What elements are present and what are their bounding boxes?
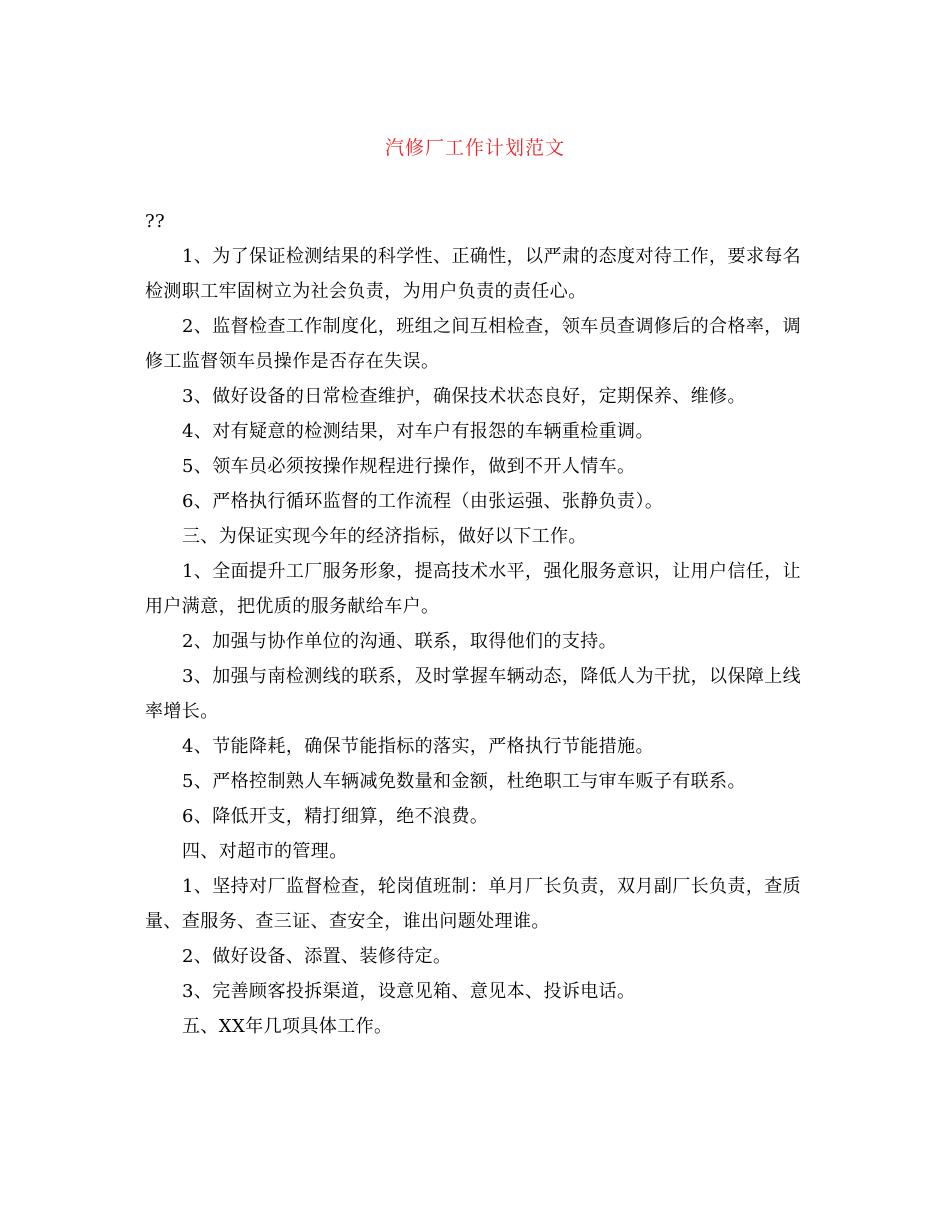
section-heading: 五、XX年几项具体工作。 (182, 1016, 393, 1037)
paragraph-item: 2、监督检查工作制度化，班组之间互相检查，领车员查调修后的合格率，调修工监督领车员操作是否存在失误。 (145, 316, 802, 372)
paragraph-item: 6、降低开支，精打细算，绝不浪费。 (182, 806, 489, 827)
paragraph-item: 2、做好设备、添置、装修待定。 (182, 946, 452, 967)
section-heading: 四、对超市的管理。 (182, 841, 348, 862)
paragraph-item: 6、严格执行循环监督的工作流程（由张运强、张静负责）。 (182, 491, 664, 512)
paragraph-item: 5、领车员必须按操作规程进行操作，做到不开人情车。 (182, 456, 636, 477)
paragraph-item: 3、完善顾客投拆渠道，设意见箱、意见本、投诉电话。 (182, 981, 636, 1002)
paragraph-item: 3、加强与南检测线的联系，及时掌握车辆动态，降低人为干扰，以保障上线率增长。 (145, 666, 802, 722)
paragraph-item: 4、节能降耗，确保节能指标的落实，严格执行节能措施。 (182, 736, 654, 757)
document-title: 汽修厂工作计划范文 (384, 137, 565, 159)
paragraph-item: 1、为了保证检测结果的科学性、正确性，以严肃的态度对待工作，要求每名检测职工牢固树立为社会负责，为用户负责的责任心。 (145, 246, 802, 302)
paragraph-item: 3、做好设备的日常检查维护，确保技术状态良好，定期保养、维修。 (182, 386, 746, 407)
paragraph-placeholder: ?? (145, 211, 166, 232)
document-body (145, 204, 810, 1044)
paragraph-item: 2、加强与协作单位的沟通、联系，取得他们的支持。 (182, 631, 618, 652)
paragraph-item: 1、坚持对厂监督检查，轮岗值班制：单月厂长负责，双月副厂长负责，查质量、查服务、查三证、查安全，谁出问题处理谁。 (145, 876, 802, 932)
paragraph-item: 4、对有疑意的检测结果，对车户有报怨的车辆重检重调。 (182, 421, 654, 442)
paragraph-item: 5、严格控制熟人车辆减免数量和金额，杜绝职工与审车贩子有联系。 (182, 771, 746, 792)
section-heading: 三、为保证实现今年的经济指标，做好以下工作。 (182, 526, 587, 547)
paragraph-item: 1、全面提升工厂服务形象，提高技术水平，强化服务意识，让用户信任，让用户满意，把优质的服务献给车户。 (145, 561, 802, 617)
